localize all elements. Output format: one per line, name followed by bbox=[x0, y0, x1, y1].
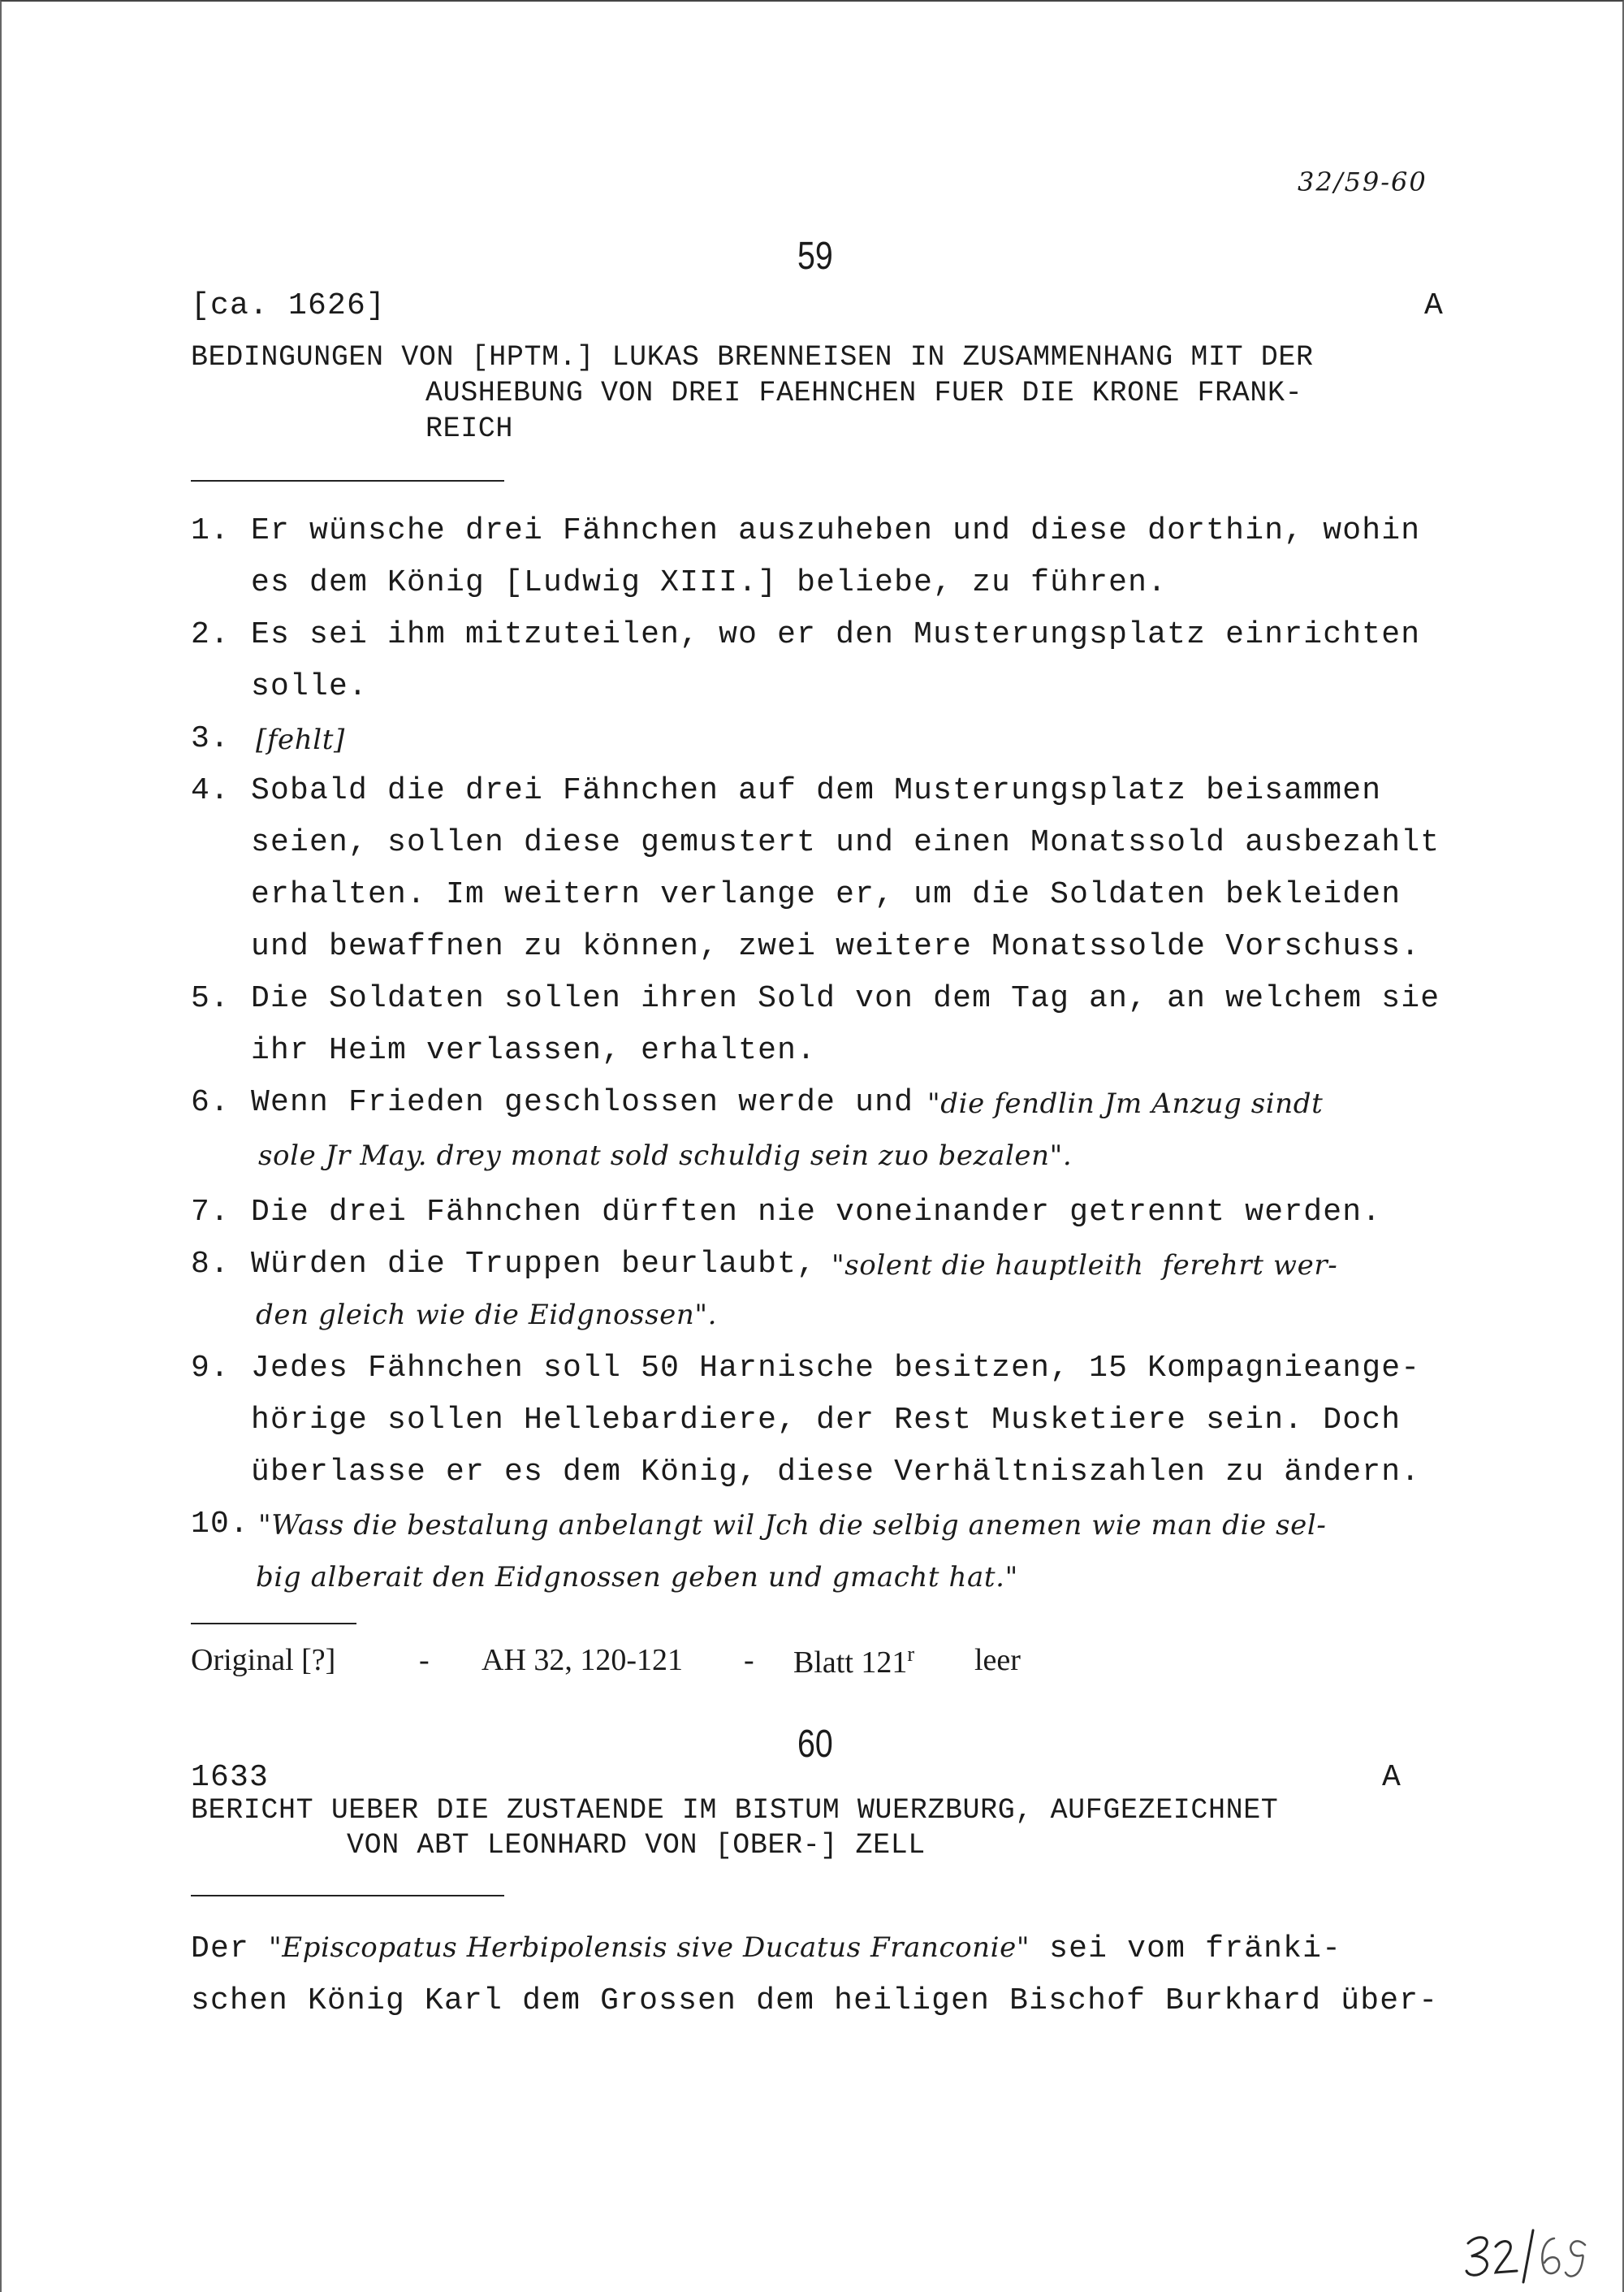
item-italic-quote: den gleich wie die Eidgnossen". bbox=[256, 1299, 717, 1331]
item-text-line: ihr Heim verlassen, erhalten. bbox=[251, 1033, 817, 1068]
item-text-line: hörige sollen Hellebardiere, der Rest Musketiere sein. Doch bbox=[251, 1403, 1402, 1438]
source-dash: - bbox=[744, 1643, 754, 1677]
source-archive: AH 32, 120-121 bbox=[482, 1643, 684, 1677]
item-italic-quote: "Wass die bestalung anbelangt wil Jch die selbig anemen wie man die sel- bbox=[258, 1509, 1327, 1542]
item-text-line: Würden die Truppen beurlaubt, bbox=[251, 1247, 836, 1282]
item-italic-quote: "solent die hauptleith ferehrt wer- bbox=[831, 1249, 1338, 1282]
doc-59-number: 59 bbox=[797, 235, 833, 278]
handwritten-reference-mark bbox=[1463, 2229, 1593, 2286]
title-divider-rule bbox=[191, 1895, 504, 1896]
item-text-line: Es sei ihm mitzuteilen, wo er den Musterungsplatz einrichten bbox=[251, 617, 1421, 652]
item-text-line: Die Soldaten sollen ihren Sold von dem Tag an, an welchem sie bbox=[251, 981, 1440, 1016]
source-divider-rule bbox=[191, 1623, 356, 1624]
doc-59-date: [ca. 1626] bbox=[191, 288, 387, 323]
item-number: 4. bbox=[191, 773, 231, 808]
item-text-line: solle. bbox=[251, 669, 369, 704]
item-italic-quote: "die fendlin Jm Anzug sindt bbox=[927, 1088, 1324, 1120]
item-text-line: und bewaffnen zu können, zwei weitere Monatssolde Vorschuss. bbox=[251, 929, 1421, 964]
doc-60-class-letter: A bbox=[1382, 1760, 1402, 1795]
page-reference: 32/59-60 bbox=[1298, 166, 1427, 197]
source-blatt-superscript: r bbox=[907, 1642, 915, 1666]
item-text-line: Er wünsche drei Fähnchen auszuheben und diese dorthin, wohin bbox=[251, 513, 1421, 548]
source-dash: - bbox=[419, 1643, 430, 1677]
doc-60-title-line: VON ABT LEONHARD VON [OBER-] ZELL bbox=[347, 1829, 926, 1862]
item-text-line: Sobald die drei Fähnchen auf dem Musterungsplatz beisammen bbox=[251, 773, 1382, 808]
item-italic-quote: sole Jr May. drey monat sold schuldig sein zuo bezalen". bbox=[258, 1140, 1073, 1172]
item-italic-note: [fehlt] bbox=[256, 724, 345, 756]
item-text-line: überlasse er es dem König, diese Verhältniszahlen zu ändern. bbox=[251, 1455, 1421, 1490]
item-text-line: Jedes Fähnchen soll 50 Harnische besitzen, 15 Kompagnieange- bbox=[251, 1351, 1421, 1386]
source-original: Original [?] bbox=[191, 1643, 336, 1677]
item-number: 8. bbox=[191, 1247, 231, 1282]
item-number: 9. bbox=[191, 1351, 231, 1386]
item-number: 3. bbox=[191, 721, 231, 756]
item-text-line: seien, sollen diese gemustert und einen Monatssold ausbezahlt bbox=[251, 825, 1440, 860]
item-italic-quote: big alberait den Eidgnossen geben und gmacht hat." bbox=[256, 1561, 1018, 1594]
doc-59-title-line: BEDINGUNGEN VON [HPTM.] LUKAS BRENNEISEN IN ZUSAMMENHANG MIT DER bbox=[191, 341, 1314, 374]
item-number: 2. bbox=[191, 617, 231, 652]
body-text: sei vom fränki- bbox=[1030, 1931, 1342, 1966]
doc-60-body-line: schen König Karl dem Grossen dem heiligen Bischof Burkhard über- bbox=[191, 1983, 1439, 2018]
doc-60-title-line: BERICHT UEBER DIE ZUSTAENDE IM BISTUM WUERZBURG, AUFGEZEICHNET bbox=[191, 1794, 1279, 1827]
item-number: 5. bbox=[191, 981, 231, 1016]
source-leer: leer bbox=[974, 1643, 1021, 1677]
item-number: 1. bbox=[191, 513, 231, 548]
item-text-line: es dem König [Ludwig XIII.] beliebe, zu führen. bbox=[251, 565, 1168, 600]
source-blatt bbox=[793, 1642, 914, 1680]
body-italic-title: "Episcopatus Herbipolensis sive Ducatus Franconie" bbox=[269, 1931, 1030, 1964]
item-number: 10. bbox=[191, 1507, 250, 1542]
title-divider-rule bbox=[191, 480, 504, 482]
doc-60-number: 60 bbox=[797, 1723, 833, 1766]
item-number: 7. bbox=[191, 1195, 231, 1230]
item-number: 6. bbox=[191, 1085, 231, 1120]
item-text-line: Die drei Fähnchen dürften nie voneinander getrennt werden. bbox=[251, 1195, 1382, 1230]
item-text-line: Wenn Frieden geschlossen werde und bbox=[251, 1085, 934, 1120]
source-blatt-text: Blatt 121 bbox=[793, 1645, 908, 1680]
doc-59-title-line: REICH bbox=[425, 413, 514, 445]
doc-60-body-line bbox=[191, 1931, 1341, 1966]
body-text: Der bbox=[191, 1931, 270, 1966]
doc-60-date: 1633 bbox=[191, 1760, 270, 1795]
doc-59-class-letter: A bbox=[1424, 288, 1445, 323]
doc-59-title-line: AUSHEBUNG VON DREI FAEHNCHEN FUER DIE KRONE FRANK- bbox=[425, 377, 1303, 409]
item-text-line: erhalten. Im weitern verlange er, um die Soldaten bekleiden bbox=[251, 877, 1402, 912]
